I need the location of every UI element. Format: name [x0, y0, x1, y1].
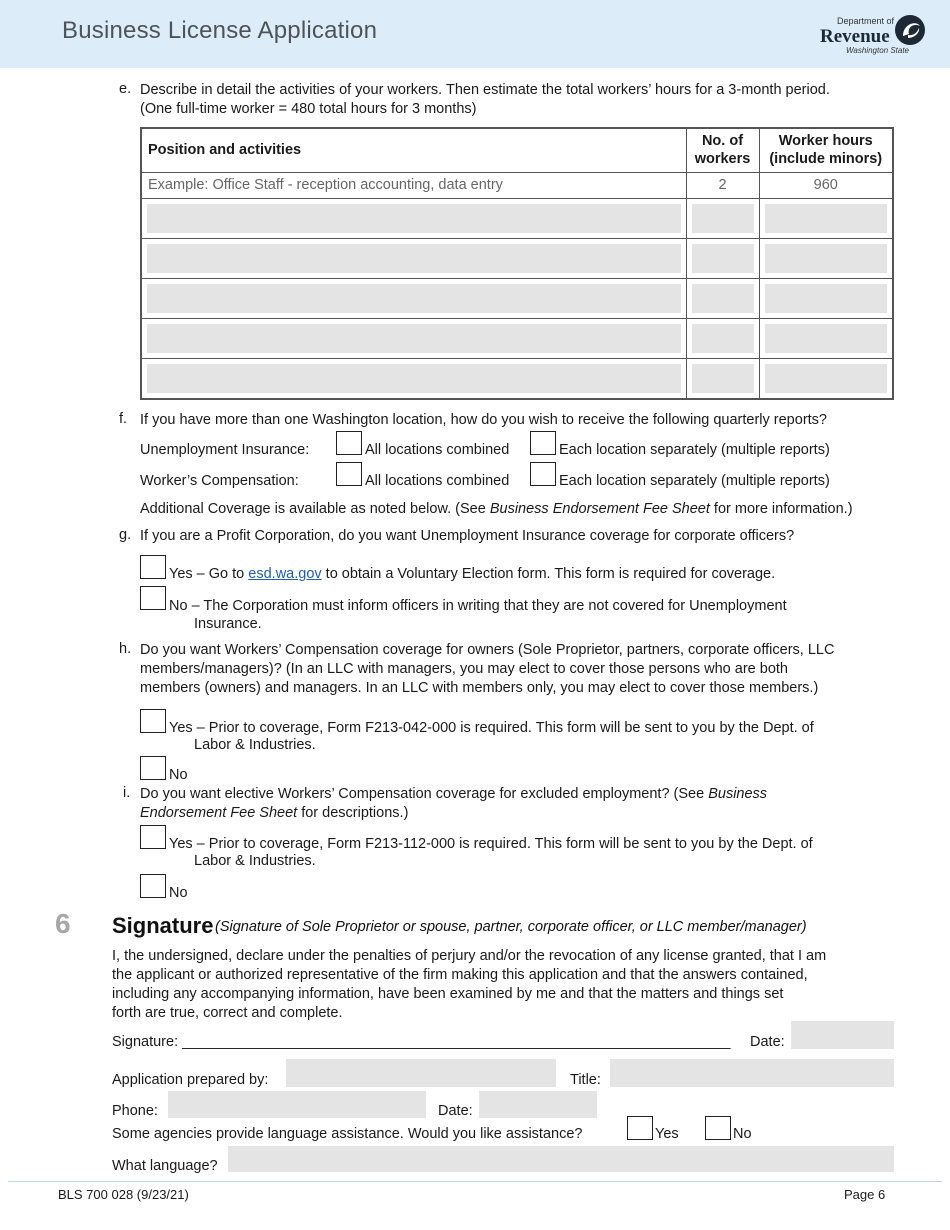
wc-label: Worker’s Compensation: — [140, 473, 299, 489]
ui-combined-label: All locations combined — [365, 442, 510, 458]
title-label: Title: — [570, 1072, 601, 1088]
ui-separate-checkbox[interactable] — [530, 431, 555, 455]
footer-divider — [8, 1181, 942, 1182]
wc-combined-checkbox[interactable] — [336, 462, 361, 486]
page-number: Page 6 — [844, 1187, 886, 1202]
h-no-checkbox[interactable] — [140, 756, 165, 780]
declaration-line1: I, the undersigned, declare under the penalties of perjury and/or the revocation of any license granted, that I am — [112, 948, 827, 964]
workers-table-header — [141, 128, 893, 172]
lang-no-checkbox[interactable] — [705, 1116, 730, 1140]
declaration-text — [112, 947, 826, 1023]
prepared-by-input[interactable] — [286, 1059, 556, 1087]
g-yes-checkbox[interactable] — [140, 555, 165, 579]
signature-line[interactable]: Signature: ____________________________________________________________________ — [112, 1034, 731, 1050]
additional-fee-sheet: Business Endorsement Fee Sheet — [489, 501, 710, 517]
esd-link[interactable]: esd.wa.gov — [248, 566, 322, 582]
ui-label: Unemployment Insurance: — [140, 442, 310, 458]
ui-combined-checkbox[interactable] — [336, 431, 361, 455]
col-hours-line2: (include minors) — [769, 151, 883, 168]
position-input[interactable] — [147, 364, 681, 393]
table-row — [141, 238, 893, 278]
g-no-checkbox[interactable] — [140, 586, 165, 610]
q-h-letter: h. — [119, 641, 132, 657]
title-input[interactable] — [610, 1059, 894, 1087]
declaration-line2: the applicant or authorized representative of the firm making this application and that the answers contained, — [112, 967, 808, 983]
q-h-line2: members/managers)? (In an LLC with managers, you may elect to cover those persons who are both — [140, 661, 788, 677]
q-i-text — [140, 785, 767, 823]
position-input[interactable] — [147, 244, 681, 273]
table-row — [141, 278, 893, 318]
additional-pre: Additional Coverage is available as noted below. (See — [140, 501, 490, 517]
col-position-header: Position and activities — [141, 128, 686, 172]
table-row — [141, 318, 893, 358]
signature-date-label: Date: — [750, 1034, 785, 1050]
q-e-line1: Describe in detail the activities of your workers. Then estimate the total workers’ hours for a 3-month period. — [140, 82, 830, 98]
col-workers-header — [686, 128, 759, 172]
col-workers-line1: No. of — [701, 133, 744, 150]
col-workers-line2: workers — [694, 151, 751, 168]
g-yes-post: to obtain a Voluntary Election form. This form is required for coverage. — [321, 566, 776, 582]
i-yes-line2: Labor & Industries. — [194, 853, 316, 869]
g-no-line1: No – The Corporation must inform officers in writing that they are not covered for Unemployment — [169, 598, 787, 614]
additional-coverage-note — [140, 501, 853, 517]
logo-dept-text: Department of — [836, 16, 894, 26]
h-yes-line1: Yes – Prior to coverage, Form F213-042-000 is required. This form will be sent to you by the Dept. of — [169, 720, 814, 736]
q-e-text — [140, 81, 830, 119]
section-number: 6 — [55, 908, 71, 939]
workers-count-input[interactable] — [692, 284, 754, 313]
g-yes-label — [169, 566, 775, 582]
declaration-line3: including any accompanying information, have been examined by me and that the matters and things set — [112, 986, 784, 1002]
q-i-line2-ital: Endorsement Fee Sheet — [140, 805, 298, 821]
what-language-label: What language? — [112, 1158, 218, 1174]
signature-subheading: (Signature of Sole Proprietor or spouse, partner, corporate officer, or LLC member/manager) — [215, 919, 807, 935]
q-g-text: If you are a Profit Corporation, do you want Unemployment Insurance coverage for corporate officers? — [140, 528, 795, 544]
phone-label: Phone: — [112, 1103, 158, 1119]
worker-hours-input[interactable] — [765, 204, 888, 233]
wc-separate-checkbox[interactable] — [530, 462, 555, 486]
q-f-letter: f. — [119, 411, 128, 427]
col-hours-line1: Worker hours — [778, 133, 873, 150]
i-yes-line1: Yes – Prior to coverage, Form F213-112-000 is required. This form will be sent to you by the Dept. of — [169, 836, 813, 852]
dor-logo — [818, 12, 928, 58]
h-no-label: No — [169, 767, 188, 783]
logo-revenue-text: Revenue — [820, 26, 890, 47]
i-yes-label — [169, 836, 813, 870]
worker-hours-input[interactable] — [765, 244, 888, 273]
h-yes-line2: Labor & Industries. — [194, 737, 316, 753]
position-input[interactable] — [147, 284, 681, 313]
additional-post: for more information.) — [709, 501, 853, 517]
lang-yes-label: Yes — [655, 1126, 679, 1142]
q-g-letter: g. — [119, 527, 132, 543]
q-i-line1 — [140, 785, 767, 804]
wc-separate-label: Each location separately (multiple reports) — [559, 473, 830, 489]
workers-count-input[interactable] — [692, 324, 754, 353]
q-i-line2-post: for descriptions.) — [297, 805, 409, 821]
phone-date-label: Date: — [438, 1103, 473, 1119]
position-input[interactable] — [147, 204, 681, 233]
q-h-line1: Do you want Workers’ Compensation coverage for owners (Sole Proprietor, partners, corporate officers, LLC — [140, 642, 835, 658]
signature-heading: Signature — [112, 913, 214, 938]
table-row — [141, 358, 893, 399]
workers-count-input[interactable] — [692, 204, 754, 233]
phone-date-input[interactable] — [479, 1091, 597, 1118]
dor-swoosh-icon — [894, 14, 926, 46]
prepared-by-label: Application prepared by: — [112, 1072, 269, 1088]
q-h-text — [140, 641, 834, 698]
worker-hours-input[interactable] — [765, 364, 888, 393]
q-h-line3: members (owners) and managers. In an LLC with members only, you may elect to cover those members.) — [140, 680, 819, 696]
g-no-line2: Insurance. — [194, 616, 262, 632]
page-title: Business License Application — [62, 17, 378, 44]
q-i-line1-ital: Business — [708, 786, 768, 802]
form-id: BLS 700 028 (9/23/21) — [58, 1187, 189, 1202]
declaration-line4: forth are true, correct and complete. — [112, 1005, 343, 1021]
i-no-label: No — [169, 885, 188, 901]
q-e-line2: (One full-time worker = 480 total hours for 3 months) — [140, 101, 477, 117]
signature-date-input[interactable] — [791, 1021, 894, 1049]
q-e-letter: e. — [119, 81, 132, 97]
workers-count-input[interactable] — [692, 364, 754, 393]
what-language-input[interactable] — [228, 1146, 894, 1172]
workers-count-input[interactable] — [692, 244, 754, 273]
g-no-label — [169, 597, 787, 633]
i-yes-checkbox[interactable] — [140, 825, 165, 849]
q-i-line2 — [140, 804, 767, 823]
g-yes-pre: Yes – Go to — [169, 566, 249, 582]
example-workers: 2 — [686, 172, 759, 198]
phone-input[interactable] — [168, 1091, 426, 1118]
example-hours: 960 — [759, 172, 893, 198]
logo-state-text: Washington State — [846, 46, 910, 55]
q-f-text: If you have more than one Washington location, how do you wish to receive the following quarterly reports? — [140, 412, 827, 428]
col-hours-header — [759, 128, 893, 172]
worker-hours-input[interactable] — [765, 284, 888, 313]
wc-combined-label: All locations combined — [365, 473, 510, 489]
q-i-line1-pre: Do you want elective Workers’ Compensation coverage for excluded employment? (See — [140, 786, 709, 802]
position-input[interactable] — [147, 324, 681, 353]
example-row — [141, 172, 893, 198]
h-yes-label — [169, 720, 814, 754]
q-i-letter: i. — [123, 785, 131, 801]
workers-table — [140, 127, 894, 400]
lang-no-label: No — [733, 1126, 752, 1142]
lang-yes-checkbox[interactable] — [627, 1116, 652, 1140]
ui-separate-label: Each location separately (multiple reports) — [559, 442, 830, 458]
worker-hours-input[interactable] — [765, 324, 888, 353]
example-position: Example: Office Staff - reception accounting, data entry — [141, 172, 686, 198]
language-assistance-question: Some agencies provide language assistance. Would you like assistance? — [112, 1126, 583, 1142]
h-yes-checkbox[interactable] — [140, 709, 165, 733]
i-no-checkbox[interactable] — [140, 874, 165, 898]
table-row — [141, 198, 893, 238]
page-header — [0, 0, 950, 68]
